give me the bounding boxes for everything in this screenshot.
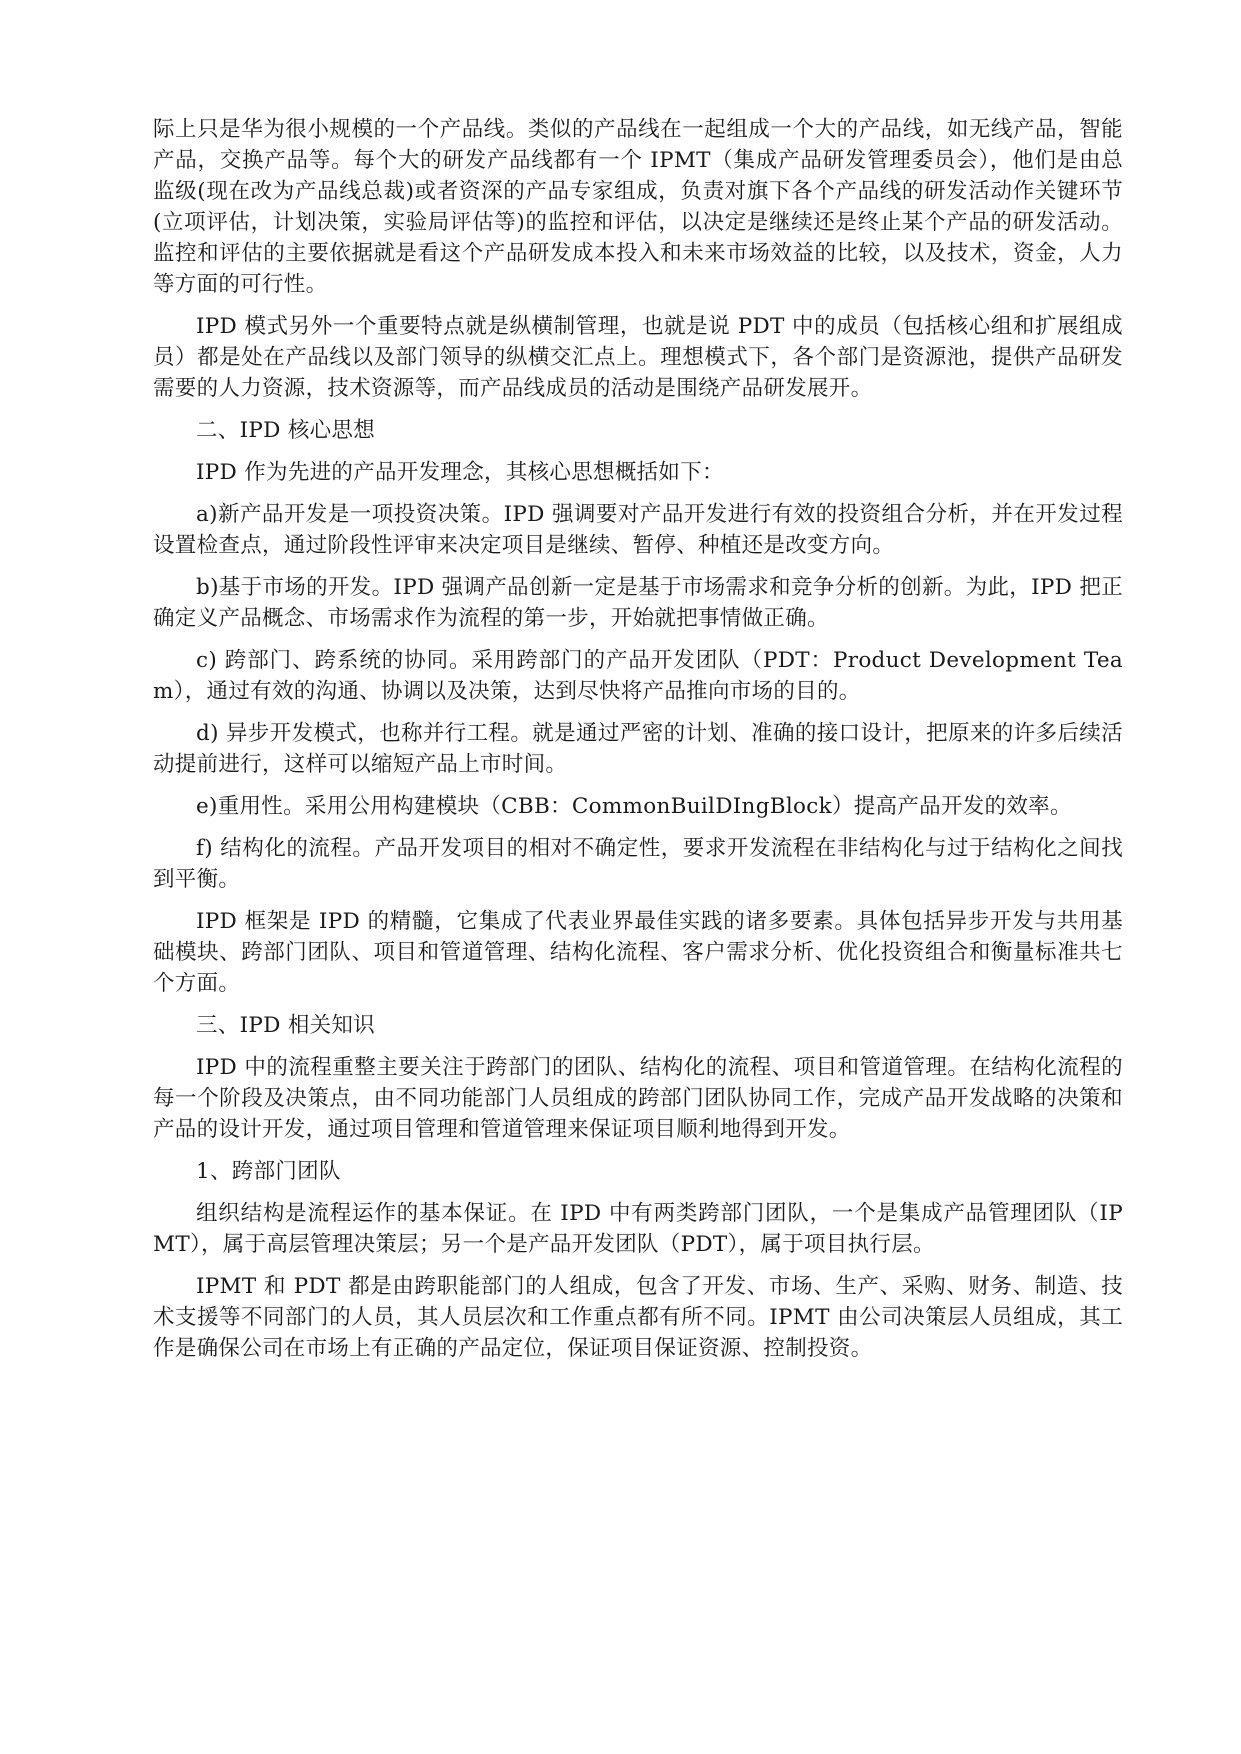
paragraph-core-ideas-intro: IPD 作为先进的产品开发理念，其核心思想概括如下： — [196, 460, 724, 485]
paragraph-process-restructure: IPD 中的流程重整主要关注于跨部门的团队、结构化的流程、项目和管道管理。在结构化流程的每一个阶段及决策点，由不同功能部门人员组成的跨部门团队协同工作，完成产品开发战略的决策和产品的设计开发，通过项目管理和管道管理来保证项目顺利地得到开发。 — [153, 1055, 1123, 1142]
paragraph-item-c: c) 跨部门、跨系统的协同。采用跨部门的产品开发团队（PDT：Product Development Team），通过有效的沟通、协调以及决策，达到尽快将产品推向市场的目的。 — [153, 648, 1123, 704]
paragraph-item-e: e)重用性。采用公用构建模块（CBB：CommonBuilDIngBlock）提高产品开发的效率。 — [196, 794, 1072, 819]
paragraph-item-f: f) 结构化的流程。产品开发项目的相对不确定性，要求开发流程在非结构化与过于结构化之间找到平衡。 — [153, 836, 1123, 892]
document-body — [153, 114, 1123, 1375]
paragraph-ipmt-pdt: IPMT 和 PDT 都是由跨职能部门的人组成，包含了开发、市场、生产、采购、财务、制造、技术支援等不同部门的人员，其人员层次和工作重点都有所不同。IPMT 由公司决策层人员组成，其工作是确保公司在市场上有正确的产品定位，保证项目保证资源、控制投资。 — [153, 1274, 1123, 1361]
paragraph-item-a: a)新产品开发是一项投资决策。IPD 强调要对产品开发进行有效的投资组合分析，并在开发过程设置检查点，通过阶段性评审来决定项目是继续、暂停、种植还是改变方向。 — [153, 502, 1123, 558]
section-heading-related-knowledge: 三、IPD 相关知识 — [196, 1013, 376, 1038]
paragraph-item-d: d) 异步开发模式，也称并行工程。就是通过严密的计划、准确的接口设计，把原来的许多后续活动提前进行，这样可以缩短产品上市时间。 — [153, 721, 1123, 777]
paragraph-ipd-framework: IPD 框架是 IPD 的精髓，它集成了代表业界最佳实践的诸多要素。具体包括异步开发与共用基础模块、跨部门团队、项目和管道管理、结构化流程、客户需求分析、优化投资组合和衡量标准共七个方面。 — [153, 909, 1123, 996]
section-heading-core-ideas: 二、IPD 核心思想 — [196, 418, 376, 443]
paragraph-continuation: 际上只是华为很小规模的一个产品线。类似的产品线在一起组成一个大的产品线，如无线产品，智能产品，交换产品等。每个大的研发产品线都有一个 IPMT（集成产品研发管理委员会），他们是由总监级(现在改为产品线总裁)或者资深的产品专家组成，负责对旗下各个产品线的研发活动作关键环节(立项评估，计划决策，实验局评估等)的监控和评估，以决定是继续还是终止某个产品的研发活动。监控和评估的主要依据就是看这个产品研发成本投入和未来市场效益的比较，以及技术，资金，人力等方面的可行性。 — [153, 117, 1123, 297]
paragraph-org-structure: 组织结构是流程运作的基本保证。在 IPD 中有两类跨部门团队，一个是集成产品管理团队（IPMT），属于高层管理决策层；另一个是产品开发团队（PDT），属于项目执行层。 — [153, 1201, 1123, 1257]
subsection-heading-cross-team: 1、跨部门团队 — [196, 1159, 341, 1184]
paragraph-ipd-matrix-management: IPD 模式另外一个重要特点就是纵横制管理，也就是说 PDT 中的成员（包括核心组和扩展组成员）都是处在产品线以及部门领导的纵横交汇点上。理想模式下，各个部门是资源池，提供产品研发需要的人力资源，技术资源等，而产品线成员的活动是围绕产品研发展开。 — [153, 314, 1123, 401]
paragraph-item-b: b)基于市场的开发。IPD 强调产品创新一定是基于市场需求和竞争分析的创新。为此，IPD 把正确定义产品概念、市场需求作为流程的第一步，开始就把事情做正确。 — [153, 575, 1123, 631]
